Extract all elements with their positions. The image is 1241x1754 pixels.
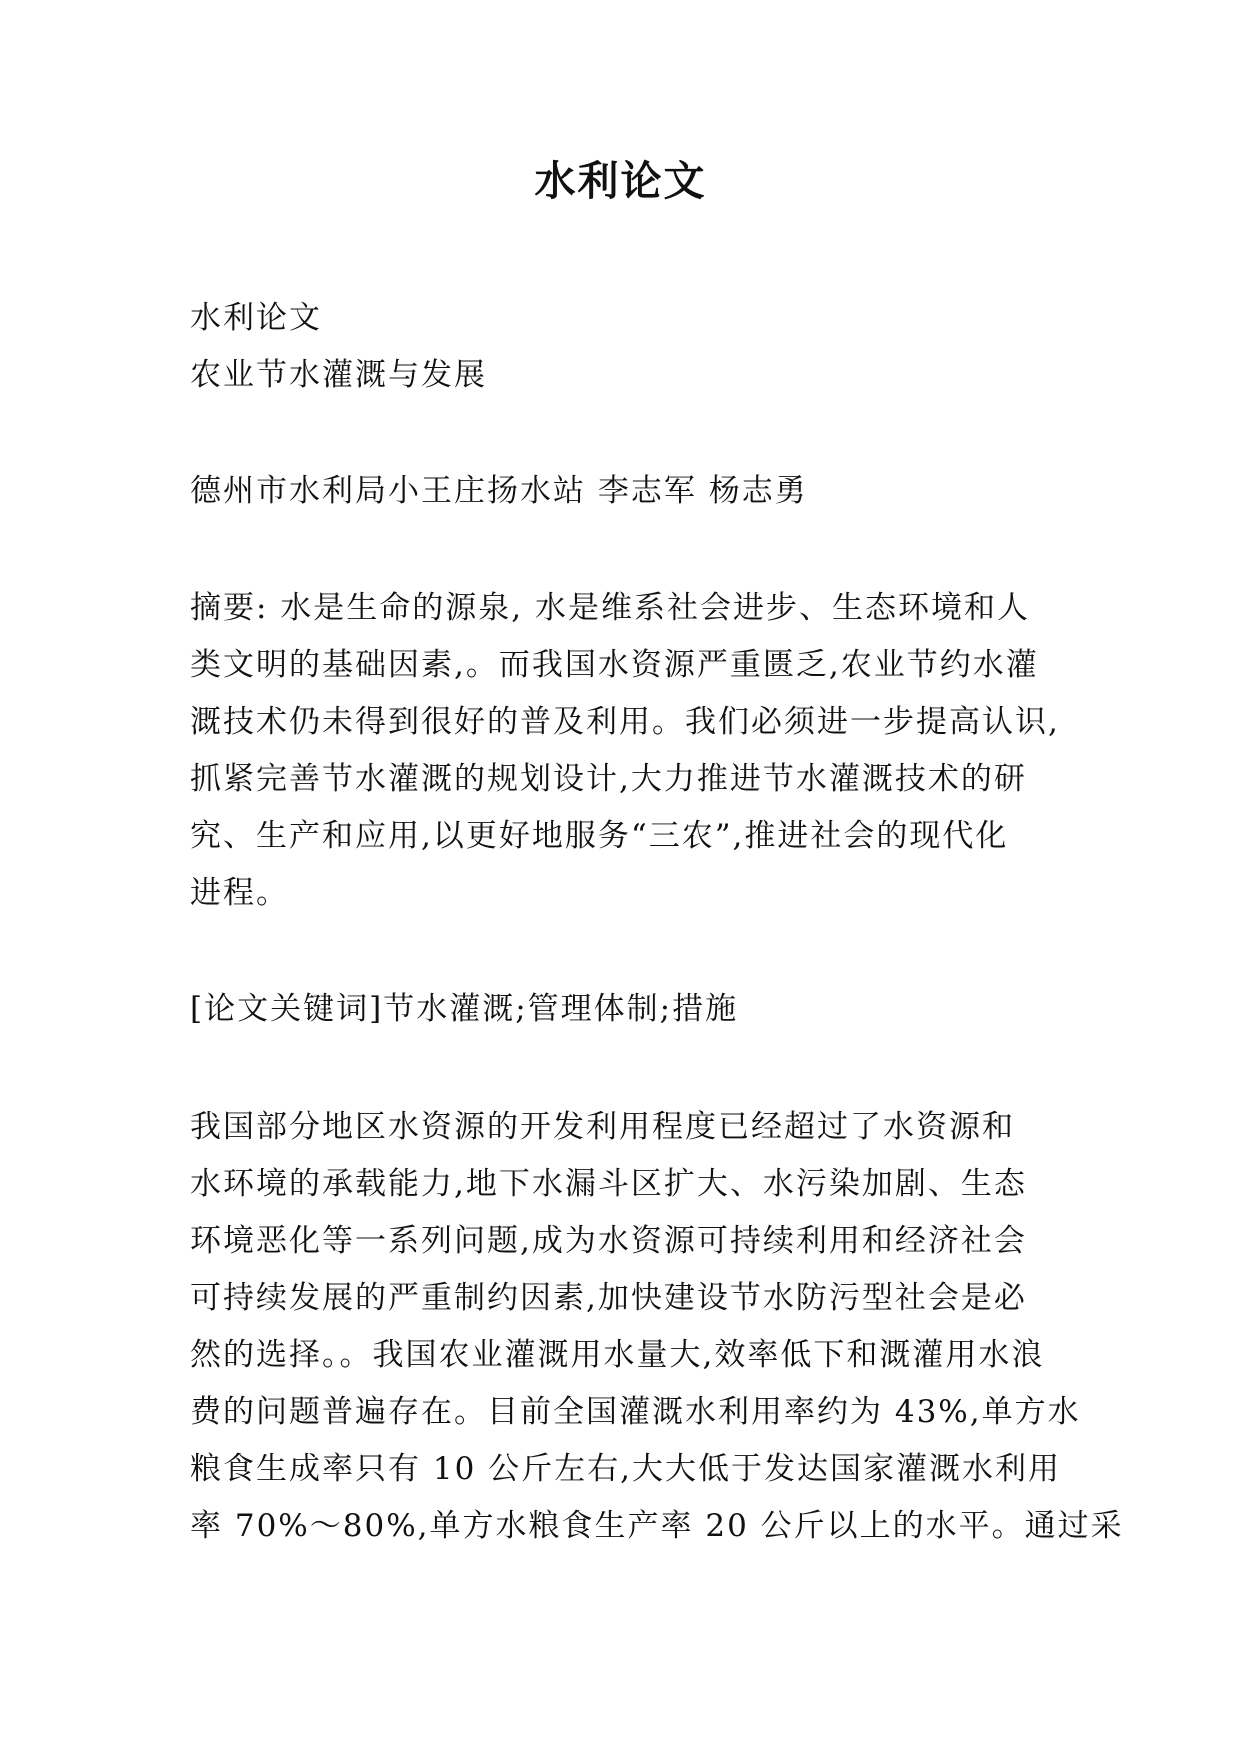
byline: 德州市水利局小王庄扬水站 李志军 杨志勇 [190, 473, 808, 509]
document-content [190, 290, 1124, 1555]
spacer [190, 520, 1050, 580]
abstract-paragraph [190, 580, 1060, 922]
heading-line-2: 农业节水灌溉与发展 [190, 357, 487, 393]
body-line: 费的问题普遍存在。目前全国灌溉水利用率约为 43%,单方水 [190, 1394, 1081, 1430]
spacer [190, 922, 1050, 981]
spacer [190, 1038, 1050, 1099]
abstract-line: 究、生产和应用,以更好地服务“三农”,推进社会的现代化 [190, 818, 1009, 854]
keywords-line: [论文关键词]节水灌溉;管理体制;措施 [190, 991, 739, 1027]
abstract-line: 类文明的基础因素,。而我国水资源严重匮乏,农业节约水灌 [190, 647, 1039, 683]
abstract-line: 进程。 [190, 875, 289, 911]
body-line: 环境恶化等一系列问题,成为水资源可持续利用和经济社会 [190, 1223, 1027, 1259]
body-line: 粮食生成率只有 10 公斤左右,大大低于发达国家灌溉水利用 [190, 1451, 1062, 1487]
body-line: 水环境的承载能力,地下水漏斗区扩大、水污染加剧、生态 [190, 1166, 1027, 1202]
abstract-line: 抓紧完善节水灌溉的规划设计,大力推进节水灌溉技术的研 [190, 761, 1027, 797]
body-line: 率 70%～80%,单方水粮食生产率 20 公斤以上的水平。通过采 [190, 1508, 1124, 1544]
body-line: 然的选择。。我国农业灌溉用水量大,效率低下和溉灌用水浪 [190, 1337, 1045, 1373]
body-paragraph [190, 1099, 1124, 1555]
document-title: 水利论文 [534, 157, 707, 205]
abstract-line: 溉技术仍未得到很好的普及利用。我们必须进一步提高认识, [190, 704, 1060, 740]
spacer [190, 404, 1050, 463]
abstract-line: 摘要: 水是生命的源泉, 水是维系社会进步、生态环境和人 [190, 590, 1031, 626]
heading-line-1: 水利论文 [190, 300, 322, 336]
body-line: 我国部分地区水资源的开发利用程度已经超过了水资源和 [190, 1109, 1015, 1145]
body-line: 可持续发展的严重制约因素,加快建设节水防污型社会是必 [190, 1280, 1027, 1316]
